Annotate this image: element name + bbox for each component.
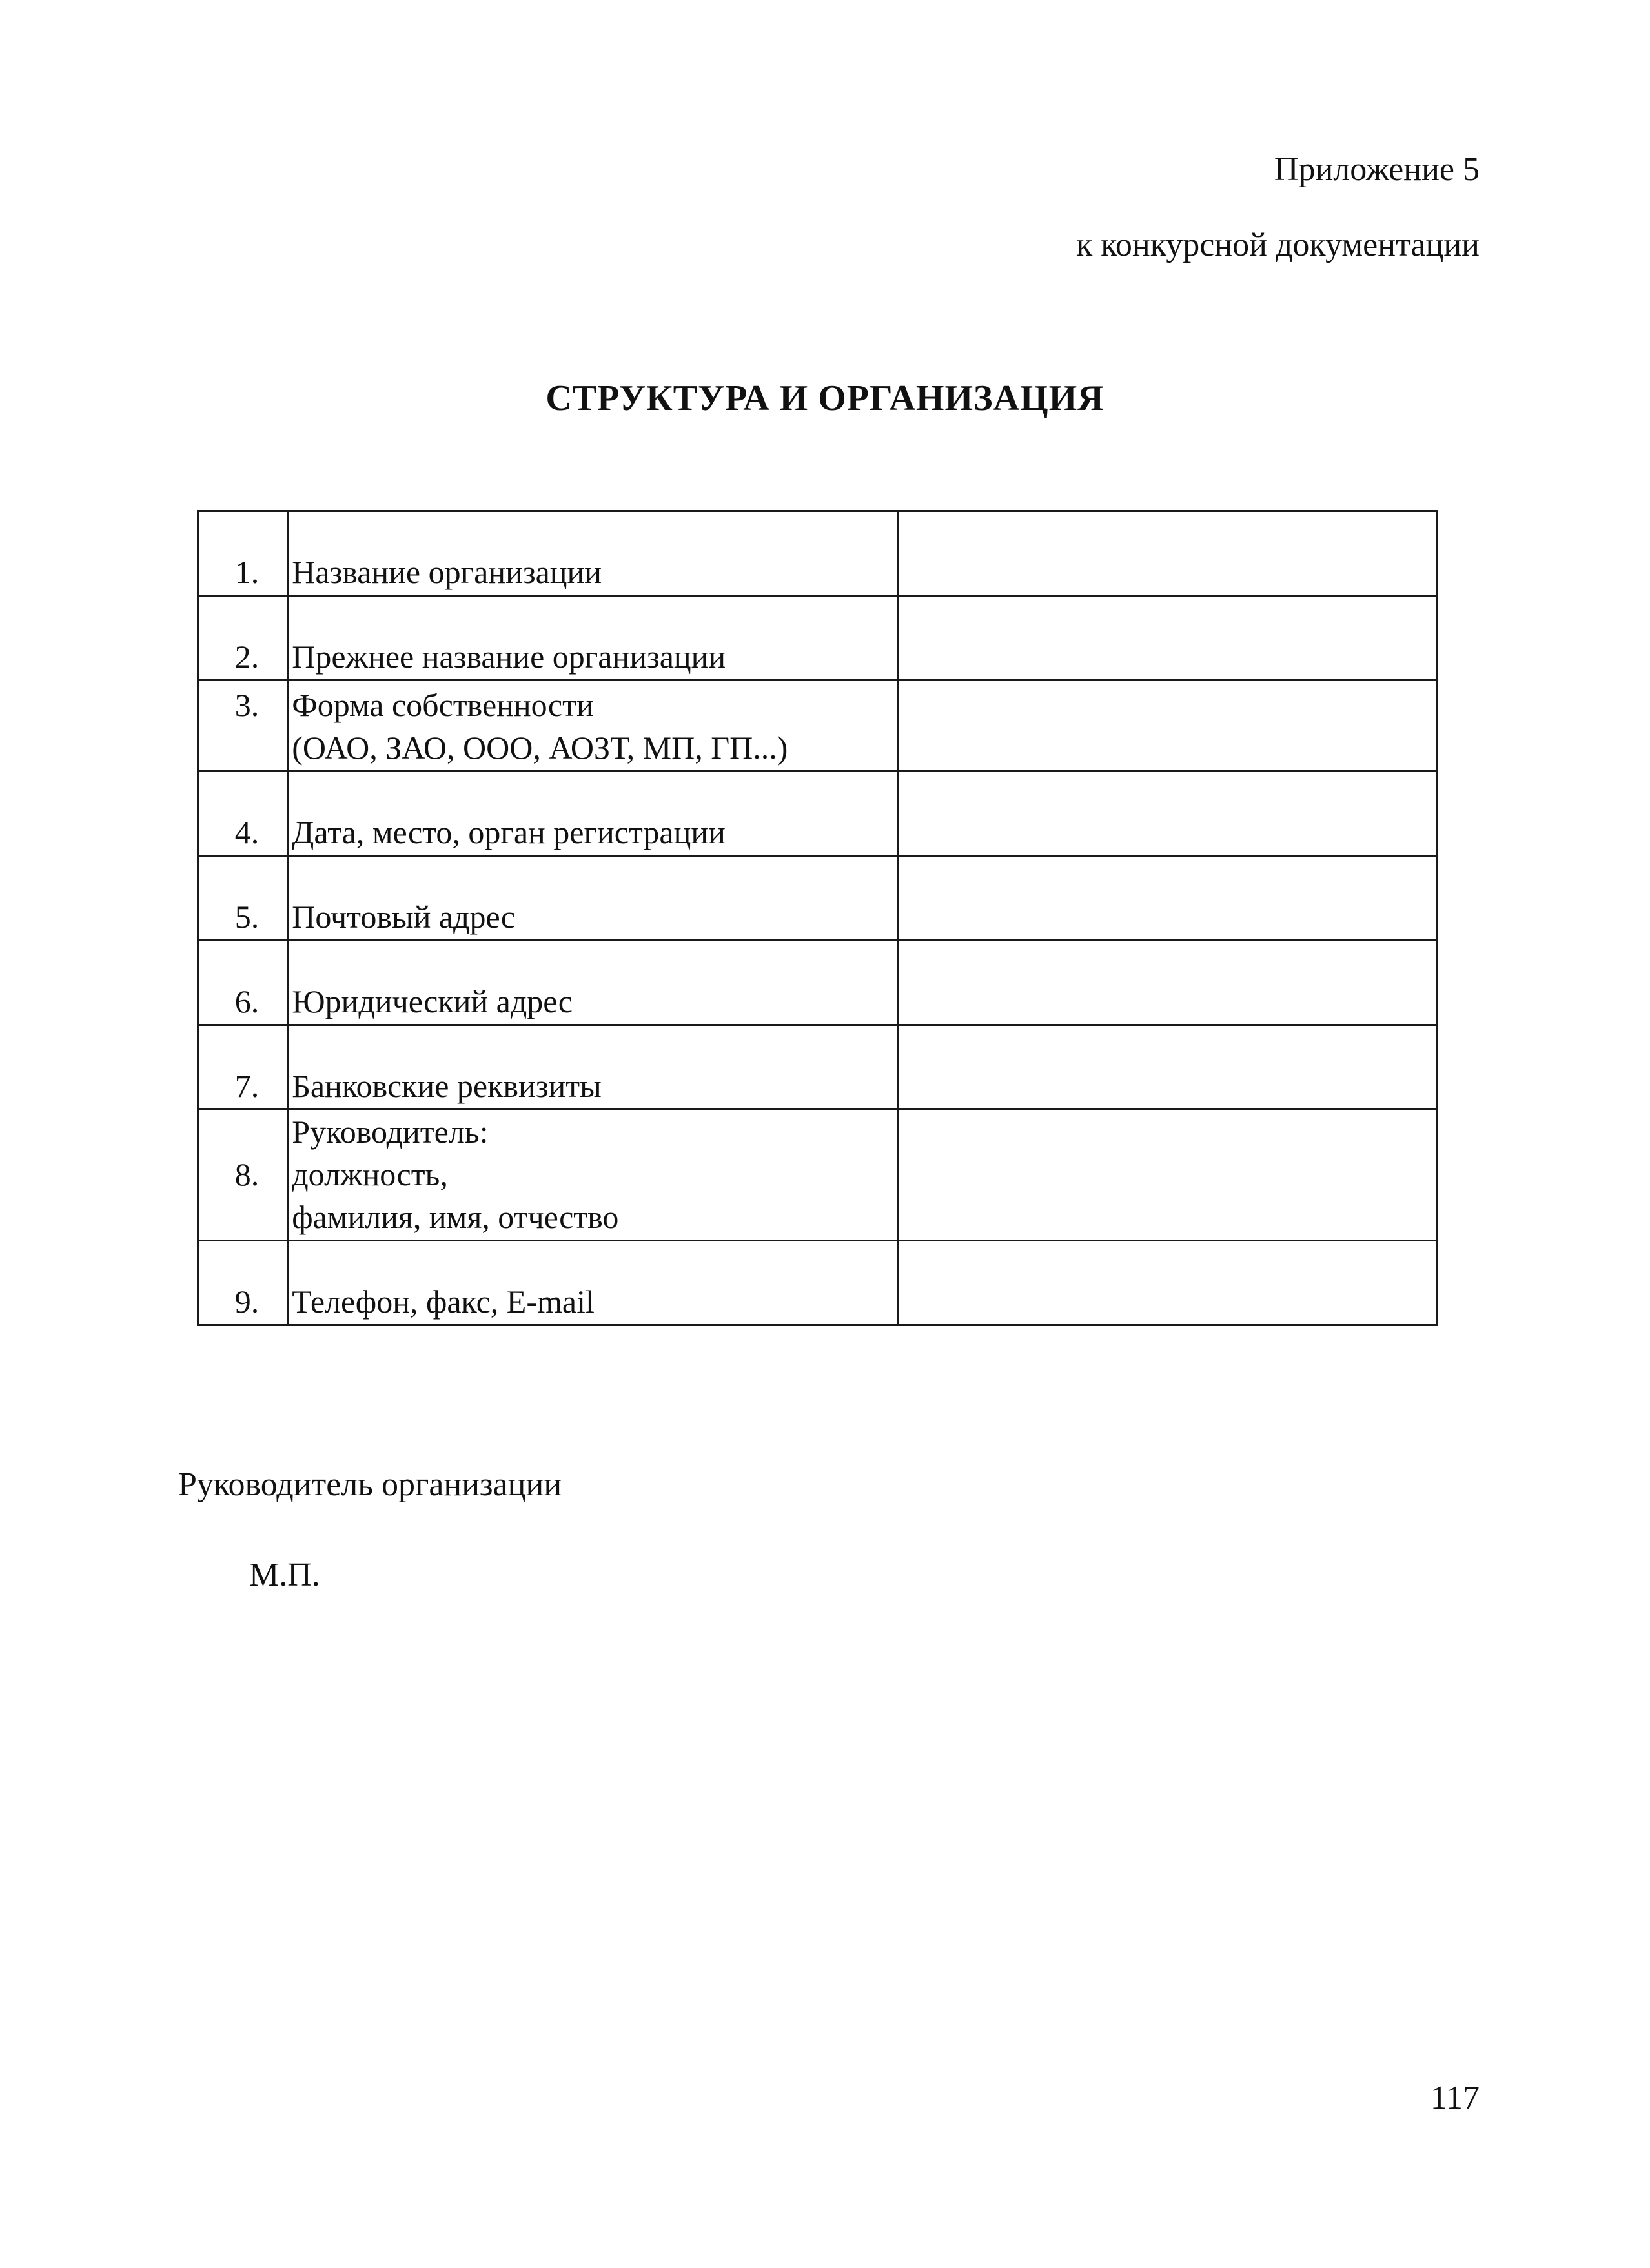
row-value-cell[interactable] <box>898 1110 1437 1241</box>
table-row <box>198 1241 1438 1325</box>
row-label <box>289 1241 898 1325</box>
table-row <box>198 511 1438 596</box>
row-label-line: Дата, место, орган регистрации <box>292 814 726 850</box>
row-label <box>289 771 898 856</box>
row-number: 5. <box>198 856 289 941</box>
row-label-line: (ОАО, ЗАО, ООО, АОЗТ, МП, ГП...) <box>292 730 788 766</box>
row-value-cell[interactable] <box>898 1025 1437 1110</box>
row-value-cell[interactable] <box>898 941 1437 1025</box>
row-value-cell[interactable] <box>898 771 1437 856</box>
row-label <box>289 596 898 680</box>
table-row <box>198 856 1438 941</box>
table-row <box>198 1110 1438 1241</box>
table-row <box>198 941 1438 1025</box>
row-number: 3. <box>198 680 289 771</box>
row-label <box>289 1025 898 1110</box>
row-label-line: Почтовый адрес <box>292 899 516 935</box>
row-label-line: Юридический адрес <box>292 983 573 1019</box>
table-row <box>198 771 1438 856</box>
organization-form-table <box>197 510 1438 1326</box>
row-label-line: Банковские реквизиты <box>292 1068 602 1104</box>
row-value-cell[interactable] <box>898 856 1437 941</box>
annex-reference: к конкурсной документации <box>1075 227 1480 263</box>
annex-label: Приложение 5 <box>1274 151 1480 188</box>
row-label-line: фамилия, имя, отчество <box>292 1199 619 1235</box>
row-label <box>289 1110 898 1241</box>
row-label <box>289 856 898 941</box>
row-number: 8. <box>198 1110 289 1241</box>
row-value-cell[interactable] <box>898 1241 1437 1325</box>
row-label <box>289 680 898 771</box>
row-label-line: Руководитель: <box>292 1114 489 1150</box>
row-label <box>289 511 898 596</box>
row-number: 2. <box>198 596 289 680</box>
row-number: 9. <box>198 1241 289 1325</box>
row-number: 1. <box>198 511 289 596</box>
row-label-line: Прежнее название организации <box>292 639 726 675</box>
table-row <box>198 1025 1438 1110</box>
row-label-line: Форма собственности <box>292 687 594 723</box>
page-number: 117 <box>1430 2079 1480 2116</box>
document-title: СТРУКТУРА И ОРГАНИЗАЦИЯ <box>545 378 1105 418</box>
row-label-line: Название организации <box>292 554 602 590</box>
table-row <box>198 596 1438 680</box>
row-value-cell[interactable] <box>898 680 1437 771</box>
row-number: 6. <box>198 941 289 1025</box>
row-label-line: должность, <box>292 1156 448 1192</box>
seal-label: М.П. <box>249 1557 320 1593</box>
row-value-cell[interactable] <box>898 511 1437 596</box>
row-label-line: Телефон, факс, E-mail <box>292 1283 595 1320</box>
row-number: 7. <box>198 1025 289 1110</box>
row-label <box>289 941 898 1025</box>
signature-label: Руководитель организации <box>178 1466 562 1503</box>
table-row <box>198 680 1438 771</box>
row-number: 4. <box>198 771 289 856</box>
row-value-cell[interactable] <box>898 596 1437 680</box>
